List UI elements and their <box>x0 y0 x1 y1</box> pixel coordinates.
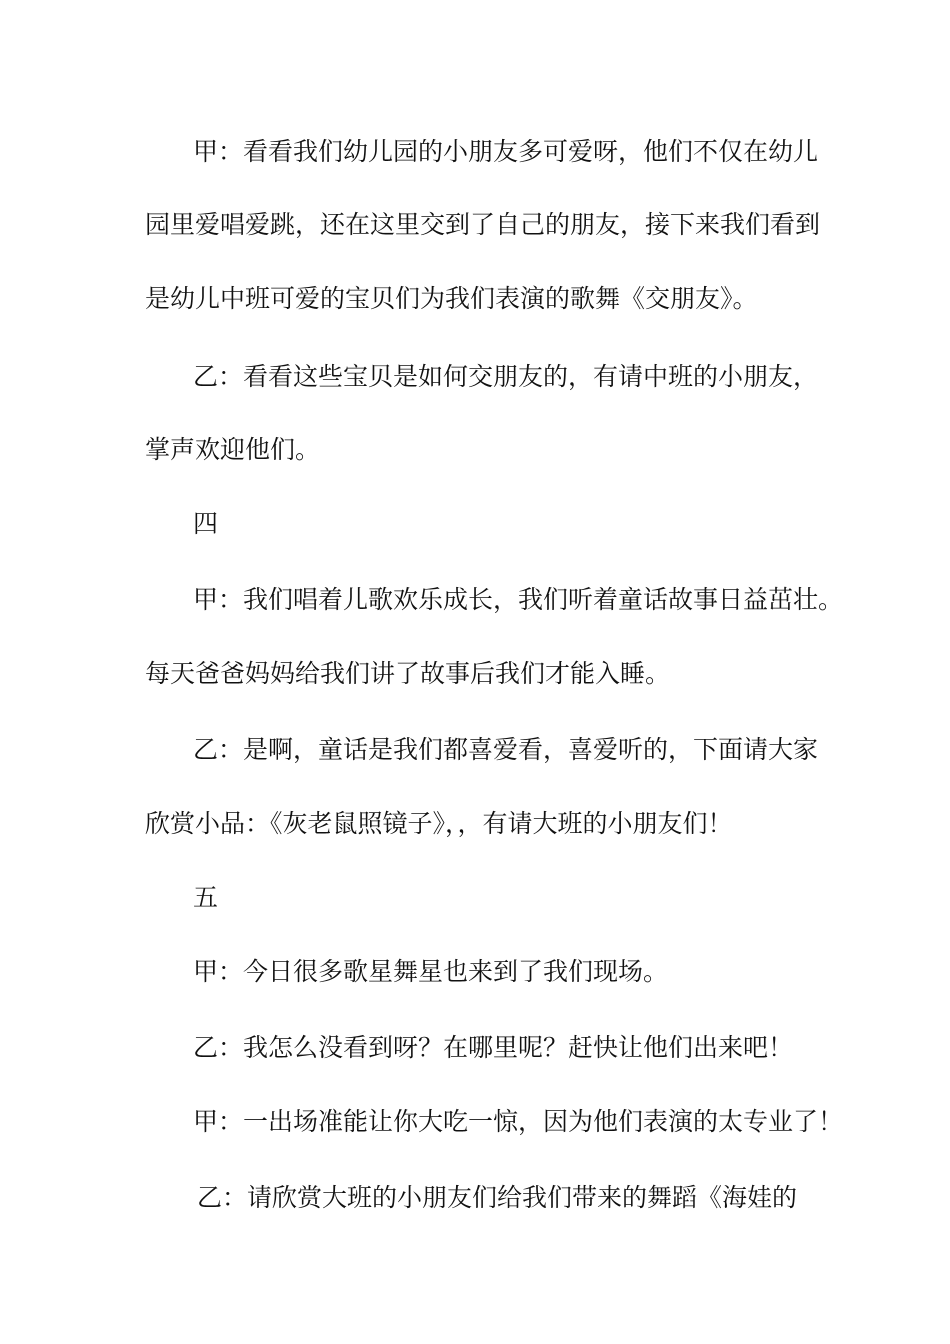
paragraph-line: 园里爱唱爱跳，还在这里交到了自己的朋友，接下来我们看到 <box>145 210 821 239</box>
paragraph-line: 甲：我们唱着儿歌欢乐成长，我们听着童话故事日益茁壮。 <box>193 585 844 614</box>
paragraph-line: 是幼儿中班可爱的宝贝们为我们表演的歌舞《交朋友》。 <box>145 284 758 313</box>
paragraph-line: 乙：我怎么没看到呀？在哪里呢？赶快让他们出来吧！ <box>193 1033 794 1062</box>
paragraph-line: 甲：今日很多歌星舞星也来到了我们现场。 <box>193 957 669 986</box>
paragraph-line: 每天爸爸妈妈给我们讲了故事后我们才能入睡。 <box>145 659 671 688</box>
paragraph-line: 乙：请欣赏大班的小朋友们给我们带来的舞蹈《海娃的 <box>197 1183 798 1212</box>
paragraph-line: 乙：是啊，童话是我们都喜爱看，喜爱听的，下面请大家 <box>193 735 819 764</box>
paragraph-line: 甲：看看我们幼儿园的小朋友多可爱呀，他们不仅在幼儿 <box>193 137 819 166</box>
paragraph-line: 乙：看看这些宝贝是如何交朋友的，有请中班的小朋友， <box>193 362 819 391</box>
section-number: 五 <box>193 883 219 912</box>
paragraph-line: 甲：一出场准能让你大吃一惊，因为他们表演的太专业了！ <box>193 1107 844 1136</box>
section-number: 四 <box>193 509 219 538</box>
paragraph-line: 欣赏小品：《灰老鼠照镜子》，，有请大班的小朋友们！ <box>145 809 733 838</box>
paragraph-line: 掌声欢迎他们。 <box>145 435 321 464</box>
